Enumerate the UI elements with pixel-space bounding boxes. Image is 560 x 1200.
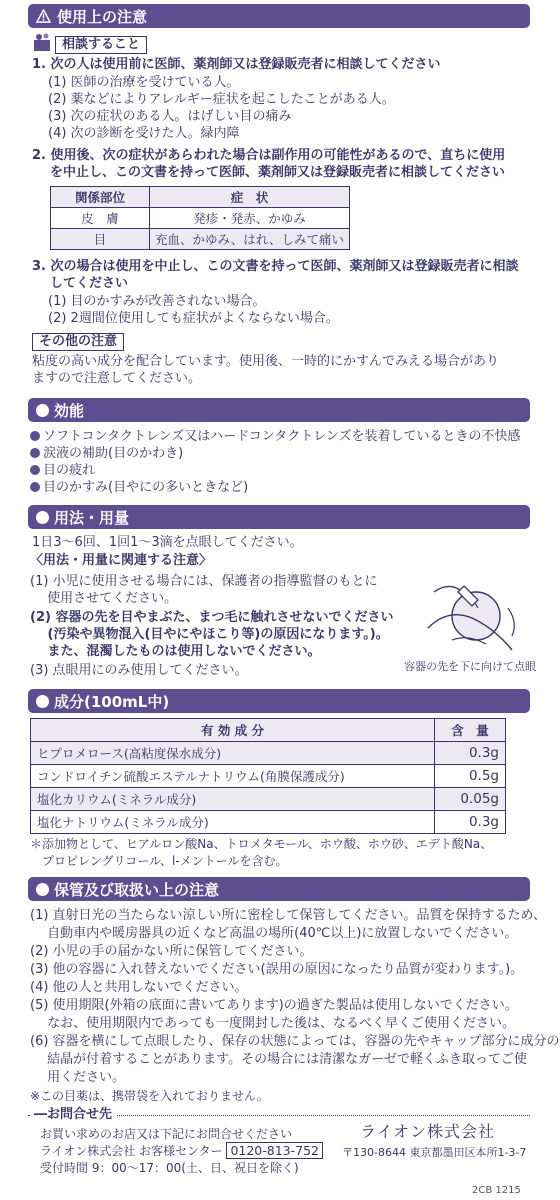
ingredient-name: 塩化ナトリウム(ミネラル成分) <box>31 811 435 834</box>
symptom-table <box>50 186 350 250</box>
circle-bullet-icon <box>36 511 49 524</box>
contact-title: ―お問合せ先 <box>30 1107 116 1123</box>
usage-section-header <box>28 505 530 529</box>
symptom-table-header: 関係部位 <box>51 187 150 208</box>
ingredients-header: 含 量 <box>435 719 506 742</box>
bag-note: ※この目薬は、携帯袋を入れておりません。 <box>30 1089 269 1103</box>
storage-line: (1) 直射日光の当たらない涼しい所に密栓して保管してください。品質を保持するため、 <box>30 908 547 923</box>
caution-item3-line: (2) 2週間位使用しても症状がよくならない場合。 <box>48 311 339 326</box>
warning-icon <box>36 9 51 23</box>
usage-line: また、混濁したものは使用しないでください。 <box>30 644 321 659</box>
bullet-icon <box>30 431 40 441</box>
usage-related-title: 〈用法・用量に関連する注意〉 <box>30 553 213 568</box>
caution-title: 使用上の注意 <box>57 7 148 26</box>
symptom-table-cell: 発疹・発赤、かゆみ <box>150 208 350 229</box>
company-address: 〒130-8644 東京都墨田区本所1-3-7 <box>342 1146 527 1159</box>
print-code: 2CB 1215 <box>472 1185 521 1196</box>
storage-line: なお、使用期限内であっても一度開封した後は、なるべく早くご使用ください。 <box>30 1016 516 1031</box>
storage-line: (4) 他の人と共用しないでください。 <box>30 980 248 995</box>
storage-line: 自動車内や暖房器具の近くなど高温の場所(40℃以上)に放置しないでください。 <box>30 926 518 941</box>
other-caution-line: ますので注意してください。 <box>32 371 202 386</box>
storage-line: (2) 小児の手の届かない所に保管してください。 <box>30 944 313 959</box>
ingredient-amount: 0.05g <box>435 788 506 811</box>
other-caution-label: その他の注意 <box>32 333 124 351</box>
symptom-table-cell: 目 <box>51 229 150 250</box>
storage-line: 結晶が付着することがあります。その場合には清潔なガーゼで軽くふき取ってご使 <box>30 1052 527 1067</box>
ingredient-name: 塩化カリウム(ミネラル成分) <box>31 788 435 811</box>
caution-item1-title: 1. 次の人は使用前に医師、薬剤師又は登録販売者に相談してください <box>32 57 441 72</box>
caution-item3-title-cont: してください <box>50 276 129 291</box>
ingredients-section-header <box>28 689 530 713</box>
consult-icon <box>32 32 52 52</box>
eye-drop-illustration <box>408 578 524 656</box>
phone-number: 0120-813-752 <box>226 1142 323 1159</box>
caution-section-header <box>28 4 530 28</box>
circle-bullet-icon <box>36 883 49 896</box>
storage-line: (5) 使用期限(外箱の底面に書いてあります)の過ぎた製品は使用しないでください。 <box>30 998 518 1013</box>
ingredient-name: ヒプロメロース(高粘度保水成分) <box>31 742 435 765</box>
symptom-table-cell: 皮 膚 <box>51 208 150 229</box>
storage-title: 保管及び取扱い上の注意 <box>54 880 220 899</box>
additives-note: ＊添加物として、ヒアルロン酸Na、トロメタモール、ホウ酸、ホウ砂、エデト酸Na、 <box>30 837 493 851</box>
effects-section-header <box>28 398 530 422</box>
effects-item: 涙液の補助(目のかわき) <box>30 446 183 462</box>
storage-line: 用ください。 <box>30 1070 126 1085</box>
usage-line: (3) 点眼用にのみ使用してください。 <box>30 663 248 678</box>
usage-line: (1) 小児に使用させる場合には、保護者の指導監督のもとに <box>30 574 378 589</box>
caution-item3-title: 3. 次の場合は使用を中止し、この文書を持って医師、薬剤師又は登録販売者に相談 <box>32 259 519 274</box>
storage-section-header <box>28 877 530 901</box>
effects-item: 目のかすみ(目やにの多いときなど) <box>30 480 248 496</box>
circle-bullet-icon <box>36 404 49 417</box>
bullet-icon <box>30 465 40 475</box>
contact-center: ライオン株式会社 お客様センター 0120-813-752 <box>40 1143 323 1159</box>
usage-dosage: 1日3～6回、1回1～3滴を点眼してください。 <box>32 535 303 550</box>
caution-item2-title-cont: を中止し、この文書を持って医師、薬剤師又は登録販売者に相談してください <box>50 165 506 180</box>
usage-title: 用法・用量 <box>54 508 130 527</box>
caution-item1-line: (1) 医師の治療を受けている人。 <box>48 75 240 90</box>
circle-bullet-icon <box>36 695 49 708</box>
ingredients-table <box>30 718 506 834</box>
bullet-icon <box>30 448 40 458</box>
effects-item: 目の疲れ <box>30 463 95 479</box>
additives-note-cont: プロピレングリコール、l-メントールを含む。 <box>42 854 288 868</box>
bullet-icon <box>30 482 40 492</box>
storage-line: (6) 容器を横にして点眼したり、保存の状態によっては、容器の先やキャップ部分に成分の <box>30 1034 560 1049</box>
other-caution-line: 粘度の高い成分を配合しています。使用後、一時的にかすんでみえる場合があり <box>32 354 499 369</box>
contact-line: お買い求めのお店又は下記にお問合せください <box>40 1127 293 1141</box>
company-name: ライオン株式会社 <box>360 1122 496 1141</box>
storage-line: (3) 他の容器に入れ替えないでください(誤用の原因になったり品質が変わります。)。 <box>30 962 524 977</box>
consult-label: 相談すること <box>55 36 147 54</box>
contact-hours: 受付時間 9：00～17：00(土、日、祝日を除く) <box>40 1161 299 1175</box>
illustration-caption: 容器の先を下に向けて点眼 <box>404 660 536 673</box>
symptom-table-cell: 充血、かゆみ、はれ、しみて痛い <box>150 229 350 250</box>
caution-item3-line: (1) 目のかすみが改善されない場合。 <box>48 294 266 309</box>
symptom-table-header: 症 状 <box>150 187 350 208</box>
caution-item1-line: (2) 薬などによりアレルギー症状を起こしたことがある人。 <box>48 92 395 107</box>
effects-item: ソフトコンタクトレンズ又はハードコンタクトレンズを装着しているときの不快感 <box>30 429 521 445</box>
caution-item2-title: 2. 使用後、次の症状があらわれた場合は副作用の可能性があるので、直ちに使用 <box>32 148 506 163</box>
caution-item1-line: (3) 次の症状のある人。はげしい目の痛み <box>48 109 292 124</box>
ingredient-amount: 0.5g <box>435 765 506 788</box>
ingredients-title: 成分(100mL中) <box>54 692 170 711</box>
ingredient-amount: 0.3g <box>435 811 506 834</box>
usage-line: 使用させてください。 <box>30 591 178 606</box>
ingredient-name: コンドロイチン硫酸エステルナトリウム(角膜保護成分) <box>31 765 435 788</box>
ingredients-header: 有 効 成 分 <box>31 719 435 742</box>
effects-title: 効能 <box>54 401 85 420</box>
ingredient-amount: 0.3g <box>435 742 506 765</box>
usage-line: (2) 容器の先を目やまぶた、まつ毛に触れさせないでください <box>30 610 394 625</box>
usage-line: (汚染や異物混入(目やにやほこり等)の原因になります。)。 <box>30 627 389 642</box>
caution-item1-line: (4) 次の診断を受けた人。緑内障 <box>48 126 240 141</box>
